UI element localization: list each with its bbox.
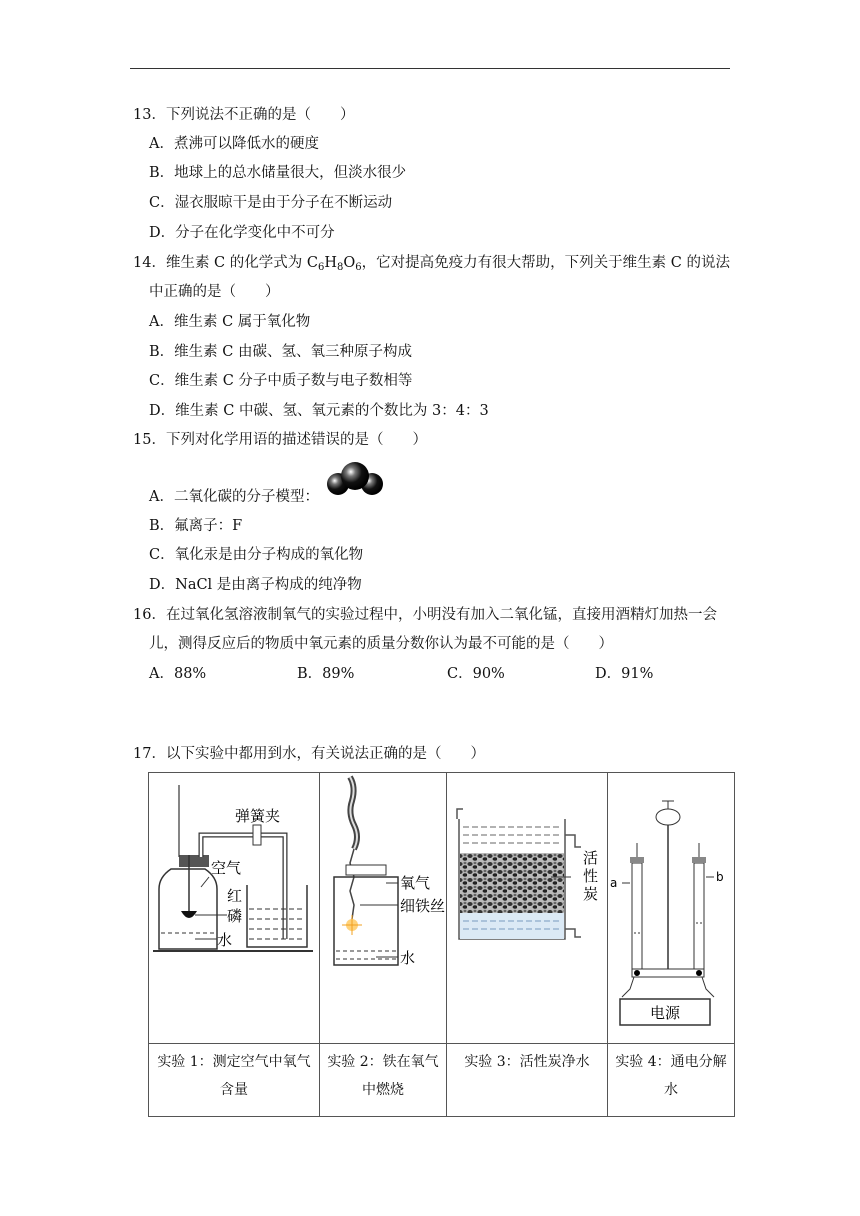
- q13-stem: 13．下列说法不正确的是（ ）: [133, 107, 355, 123]
- q17-stem: 17．以下实验中都用到水，有关说法正确的是（ ）: [133, 746, 485, 762]
- co2-molecule-model-image: [325, 458, 385, 500]
- label-b: b: [716, 870, 724, 884]
- header-rule: [130, 68, 730, 69]
- q15-stem: 15．下列对化学用语的描述错误的是（ ）: [133, 432, 427, 448]
- q16-option-d: D．91%: [595, 666, 654, 682]
- label-water-1: 水: [217, 931, 233, 949]
- q14-option-a: A．维生素 C 属于氧化物: [149, 314, 311, 330]
- q15-option-a: A．二氧化碳的分子模型：: [149, 489, 319, 505]
- label-red-1: 红: [227, 887, 243, 905]
- label-iron-wire: 细铁丝: [400, 897, 446, 915]
- q14-option-d: D．维生素 C 中碳、氢、氧元素的个数比为 3：4：3: [149, 403, 489, 419]
- q17-experiment-table: [148, 772, 735, 1117]
- q14-option-b: B．维生素 C 由碳、氢、氧三种原子构成: [149, 344, 412, 360]
- q15-option-b: B．氟离子：F: [149, 518, 243, 534]
- experiment-4-figure: [608, 773, 735, 1044]
- q14-stem: 14．维生素 C 的化学式为 $C_6H_8O_6$，它对提高免疫力有很大帮助，下列关于维生素 C 的说法: [133, 255, 730, 273]
- q16-stem-continued: 儿，测得反应后的物质中氧元素的质量分数你认为最不可能的是（ ）: [149, 636, 613, 652]
- experiment-1-figure: [149, 773, 320, 1044]
- experiment-1-caption: 实验 1：测定空气中氧气 含量: [149, 1044, 320, 1117]
- label-activated-2: 性: [583, 867, 599, 885]
- label-phosphorus: 磷: [227, 907, 243, 925]
- experiment-3-caption: 实验 3：活性炭净水: [447, 1044, 608, 1117]
- q15-option-c: C．氧化汞是由分子构成的氧化物: [149, 547, 364, 563]
- label-oxygen: 氧气: [400, 874, 431, 892]
- q13-option-b: B．地球上的总水储量很大，但淡水很少: [149, 165, 407, 181]
- q16-option-c: C．90%: [447, 666, 505, 682]
- label-power-supply: 电源: [649, 1004, 681, 1022]
- q13-option-c: C．湿衣服晾干是由于分子在不断运动: [149, 195, 393, 211]
- q16-stem: 16．在过氧化氢溶液制氧气的实验过程中，小明没有加入二氧化锰，直接用酒精灯加热一会: [133, 607, 717, 623]
- experiment-4-caption: 实验 4：通电分解 水: [608, 1044, 735, 1117]
- q15-option-d: D．NaCl 是由离子构成的纯净物: [149, 577, 362, 593]
- q16-option-a: A．88%: [149, 666, 207, 682]
- label-spring-clamp: 弹簧夹: [235, 807, 281, 825]
- label-a: a: [610, 876, 618, 890]
- experiment-2-caption: 实验 2：铁在氧气 中燃烧: [320, 1044, 447, 1117]
- q13-option-a: A．煮沸可以降低水的硬度: [149, 136, 319, 152]
- q13-option-d: D．分子在化学变化中不可分: [149, 225, 335, 241]
- label-air: 空气: [211, 859, 242, 877]
- label-carbon: 炭: [583, 885, 599, 903]
- q14-stem-continued: 中正确的是（ ）: [149, 284, 280, 300]
- label-water-2: 水: [400, 949, 416, 967]
- experiment-3-figure: [447, 773, 608, 1044]
- q16-option-b: B．89%: [297, 666, 355, 682]
- label-activated-1: 活: [583, 849, 599, 867]
- experiment-2-figure: [320, 773, 447, 1044]
- q14-option-c: C．维生素 C 分子中质子数与电子数相等: [149, 373, 413, 389]
